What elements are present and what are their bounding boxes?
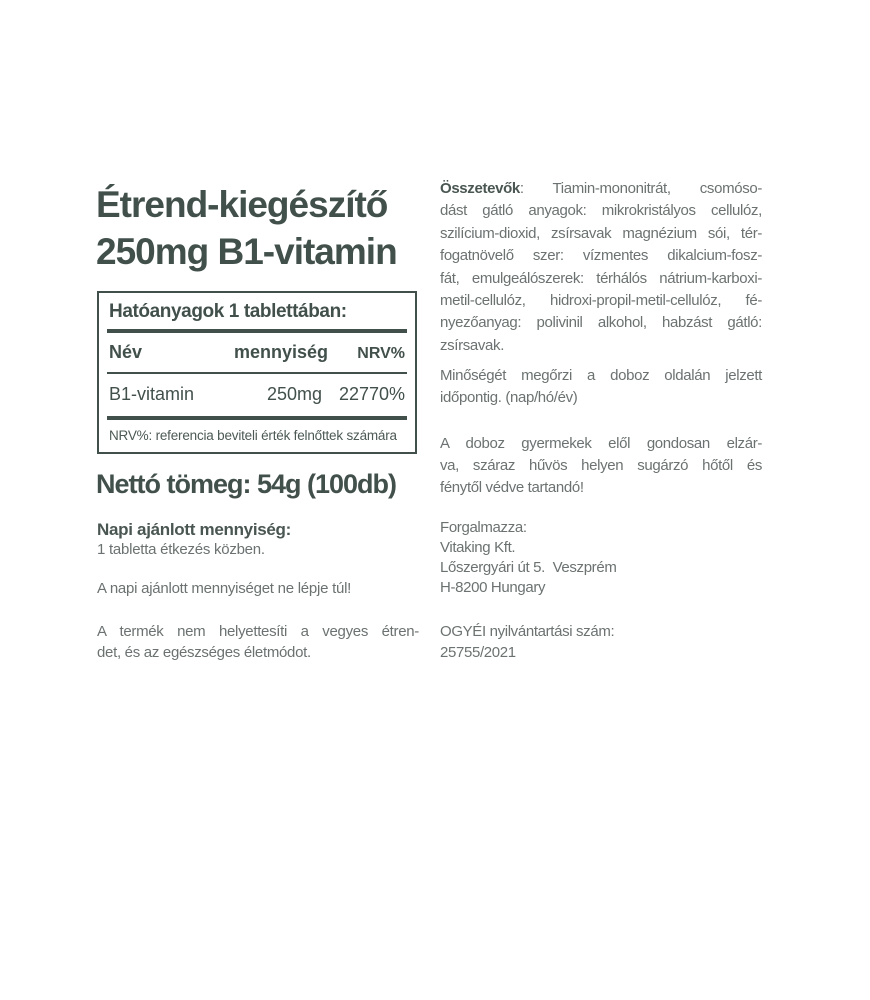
storage-warning-line: va, száraz hűvös helyen sugárzó hőtől és <box>440 457 762 474</box>
distributor-info-line: Forgalmazza: <box>440 519 527 536</box>
ingredients-first-line <box>440 178 762 200</box>
table-footnote: NRV%: referencia beviteli érték felnőttek számára <box>109 428 397 443</box>
product-title-line1: Étrend-kiegészítő <box>96 184 388 225</box>
ingredients-rest <box>440 200 762 357</box>
quality-statement <box>440 365 762 409</box>
ingredients-rest-line: dást gátló anyagok: mikrokristályos cellulóz, <box>440 202 762 220</box>
daily-limit-warning: A napi ajánlott mennyiséget ne lépje túl! <box>97 580 352 597</box>
ingredients-rest-line: fogatnövelő szer: vízmentes dikalcium-fosz- <box>440 247 762 265</box>
ingredient-amount: 250mg <box>266 384 322 404</box>
ingredients-first-rest: : Tiamin-mononitrát, csomóso- <box>519 180 762 197</box>
ingredients-rest-line: szilícium-dioxid, zsírsavak magnézium sói, tér- <box>440 224 762 242</box>
distributor-info-line: H-8200 Hungary <box>440 579 546 596</box>
diet-disclaimer <box>97 621 419 663</box>
product-title <box>96 181 397 275</box>
quality-statement-line: időpontig. (nap/hó/év) <box>440 389 578 406</box>
ingredients-rest-line: fát, emulgeálószerek: térhálós nátrium-karboxi- <box>440 269 762 287</box>
diet-disclaimer-line: A termék nem helyettesíti a vegyes étren- <box>97 623 419 640</box>
storage-warning-line: fénytől védve tartandó! <box>440 479 584 496</box>
active-ingredients-table <box>97 291 417 454</box>
registration-number <box>440 621 762 663</box>
column-header-amount: mennyiség <box>234 342 329 362</box>
ingredients-paragraph <box>440 178 762 357</box>
table-row <box>99 374 415 416</box>
distributor-info-line: Lőszergyári út 5. Veszprém <box>440 559 617 576</box>
ingredient-nrv: 22770% <box>338 384 405 404</box>
diet-disclaimer-line: det, és az egészséges életmódot. <box>97 644 311 661</box>
ingredients-rest-line: metil-cellulóz, hidroxi-propil-metil-cellulóz, fé- <box>440 292 762 310</box>
ingredients-label: Összetevők <box>440 180 520 197</box>
daily-amount-heading: Napi ajánlott mennyiség: <box>97 520 292 539</box>
column-header-name: Név <box>109 342 143 362</box>
storage-warning <box>440 433 762 499</box>
table-title: Hatóanyagok 1 tablettában: <box>109 301 347 322</box>
table-header-row <box>99 333 415 372</box>
distributor-info-line: Vitaking Kft. <box>440 539 516 556</box>
column-header-nrv: NRV% <box>357 345 405 362</box>
ingredients-rest-line: zsírsavak. <box>440 336 505 354</box>
product-title-line2: 250mg B1-vitamin <box>96 231 397 272</box>
quality-statement-line: Minőségét megőrzi a doboz oldalán jelzett <box>440 367 762 384</box>
daily-amount-text: 1 tabletta étkezés közben. <box>97 541 265 558</box>
ingredient-name: B1-vitamin <box>109 384 195 404</box>
net-weight: Nettó tömeg: 54g (100db) <box>96 469 397 499</box>
registration-number-line: OGYÉI nyilvántartási szám: <box>440 623 615 640</box>
distributor-info <box>440 518 762 598</box>
registration-number-line: 25755/2021 <box>440 644 516 661</box>
storage-warning-line: A doboz gyermekek elől gondosan elzár- <box>440 435 762 452</box>
ingredients-rest-line: nyezőanyag: polivinil alkohol, habzást gátló: <box>440 314 762 332</box>
